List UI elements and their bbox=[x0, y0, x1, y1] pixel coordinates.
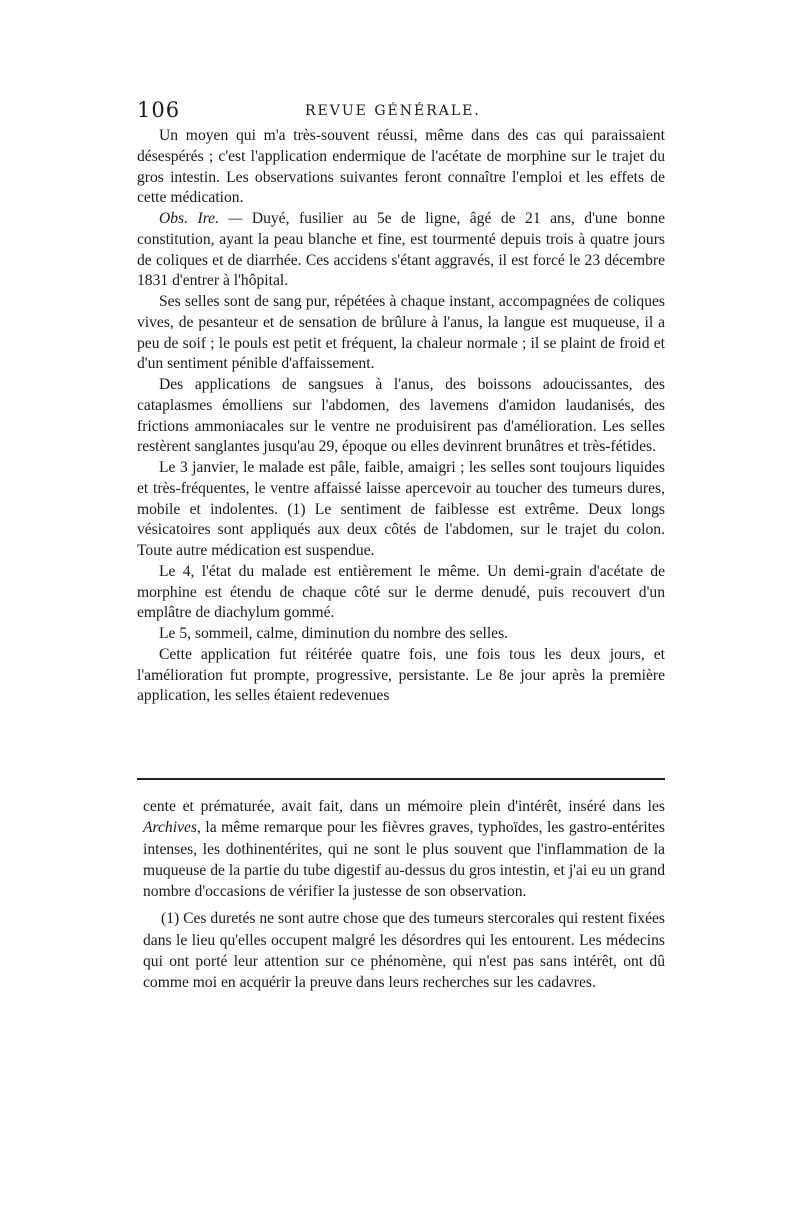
treatment-paragraph: Des applications de sangsues à l'anus, des boissons adoucissantes, des cataplasmes émolliens sur l'abdomen, des lavemens d'amidon laudanisés, des frictions ammoniacales sur le ventre ne produisirent pas d'amélioration. Les selles restèrent sanglantes jusqu'au 29, époque ou elles devinrent brunâtres et très-fétides. bbox=[137, 376, 665, 456]
observation-label: Obs. Ire. — bbox=[159, 210, 243, 227]
observation-paragraph bbox=[137, 209, 665, 292]
main-text bbox=[137, 126, 665, 707]
january-5-paragraph: Le 5, sommeil, calme, diminution du nombre des selles. bbox=[159, 625, 509, 642]
footnote-divider bbox=[137, 778, 665, 780]
footnote-1: (1) Ces duretés ne sont autre chose que des tumeurs stercorales qui restent fixées dans le lieu qu'elles occupent malgré les désordres qui les entourent. Les médecins qui ont porté leur attention sur ce phénomène, qui n'est pas sans intérêt, ont dû comme moi en acquérir la preuve dans leurs recherches sur les cadavres. bbox=[143, 910, 665, 992]
running-head: REVUE GÉNÉRALE. bbox=[305, 103, 481, 119]
symptoms-paragraph: Ses selles sont de sang pur, répétées à chaque instant, accompagnées de coliques vives, de pesanteur et de sensation de brûlure à l'anus, la langue est muqueuse, il a peu de soif ; le pouls est petit et fréquent, la chaleur normale ; il se plaint de froid et d'un sentiment pénible d'affaissement. bbox=[137, 293, 665, 373]
footnote-continuation bbox=[143, 796, 665, 902]
footnotes bbox=[143, 796, 665, 994]
intro-paragraph: Un moyen qui m'a très-souvent réussi, même dans des cas qui paraissaient désespérés ; c'est l'application endermique de l'acétate de morphine sur le trajet du gros intestin. Les observations suivantes feront connaître l'emploi et les effets de cette médication. bbox=[137, 127, 665, 207]
footnote-continuation-after: , la même remarque pour les fièvres graves, typhoïdes, les gastro-entérites intenses, les dothinentérites, qui ne sont le plus souvent que l'inflammation de la muqueuse de la partie du tube digestif au-dessus du gros intestin, et j'ai eu un grand nombre d'occasions de vérifier la justesse de son observation. bbox=[143, 819, 665, 901]
page-header bbox=[137, 98, 665, 124]
january-3-paragraph: Le 3 janvier, le malade est pâle, faible, amaigri ; les selles sont toujours liquides et très-fréquentes, le ventre affaissé laisse apercevoir au toucher des tumeurs dures, mobile et indolentes. (1) Le sentiment de faiblesse est extrême. Deux longs vésicatoires sont appliqués aux deux côtés de l'abdomen, sur le trajet du colon. Toute autre médication est suspendue. bbox=[137, 459, 665, 559]
page-number: 106 bbox=[137, 98, 181, 122]
outcome-paragraph: Cette application fut réitérée quatre fois, une fois tous les deux jours, et l'amélioration fut prompte, progressive, persistante. Le 8e jour après la première application, les selles étaient redevenues bbox=[137, 645, 665, 705]
january-4-paragraph: Le 4, l'état du malade est entièrement le même. Un demi-grain d'acétate de morphine est étendu de chaque côté sur le derme denudé, puis recouvert d'un emplâtre de diachylum gommé. bbox=[137, 562, 665, 622]
footnote-continuation-before: cente et prématurée, avait fait, dans un mémoire plein d'intérêt, inséré dans les bbox=[143, 798, 665, 815]
observation-text: Duyé, fusilier au 5e de ligne, âgé de 21 ans, d'une bonne constitution, ayant la peau blanche et fine, est tourmenté depuis trois à quatre jours de coliques et de diarrhée. Ces accidens s'étant aggravés, il est forcé le 23 décembre 1831 d'entrer à l'hôpital. bbox=[137, 210, 665, 290]
journal-title: Archives bbox=[143, 819, 197, 837]
